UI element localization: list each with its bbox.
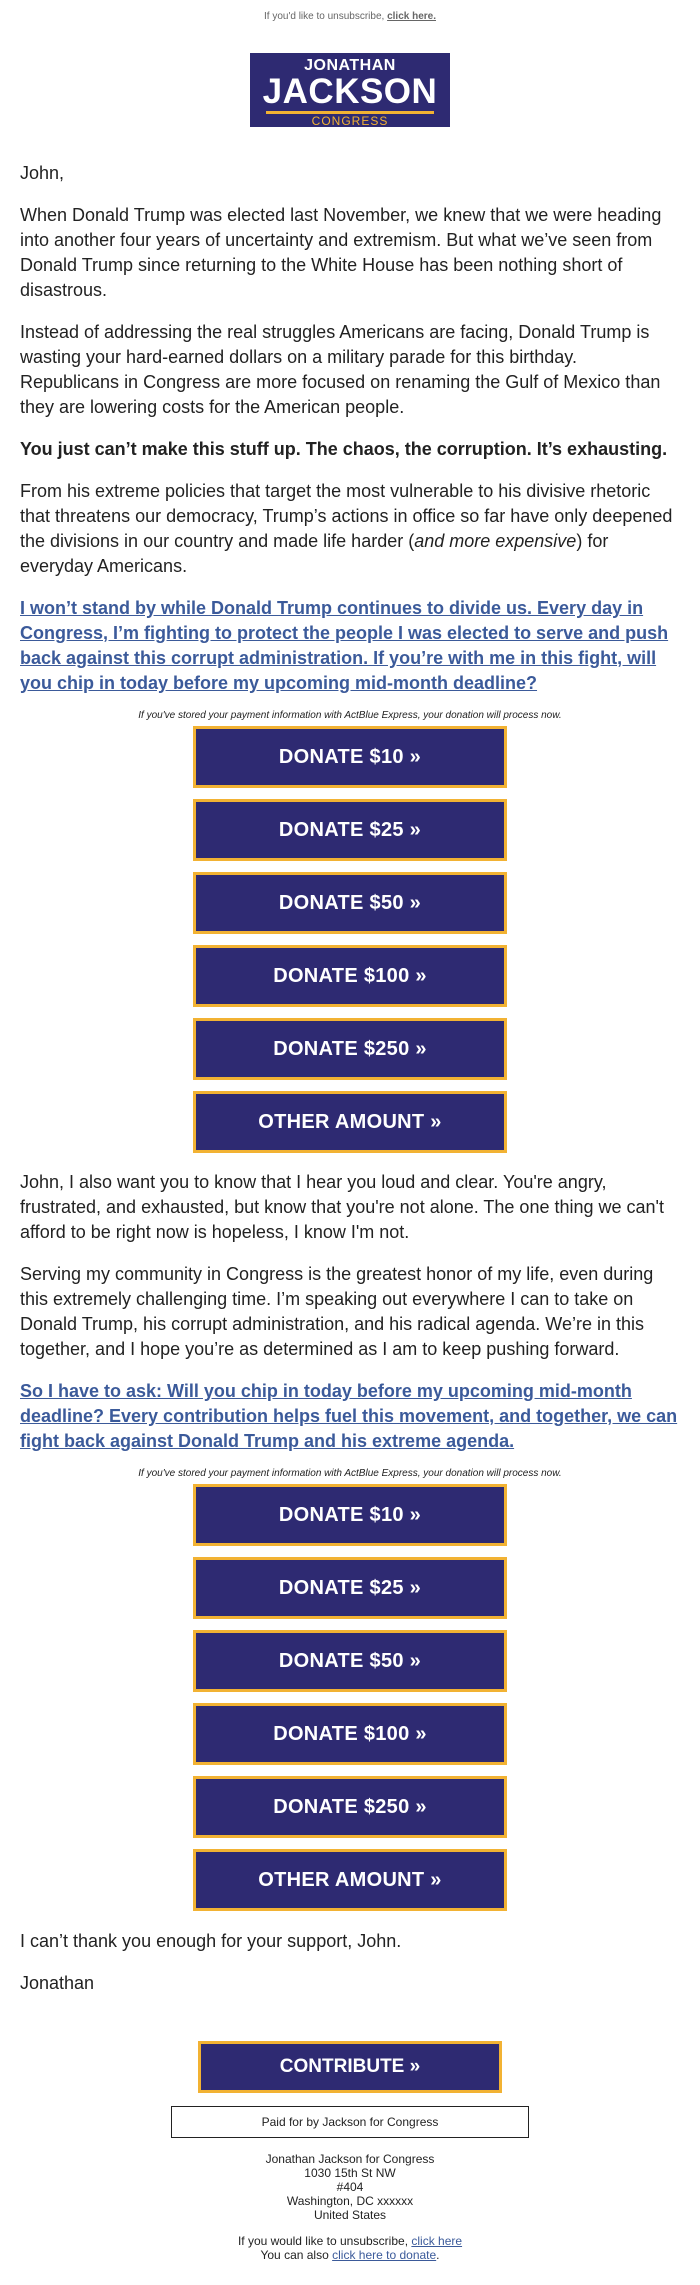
footer (0, 2234, 700, 2262)
footer-unsubscribe-text: If you would like to unsubscribe, (237, 2234, 412, 2248)
paragraph-4-start: From his extreme policies that target the most vulnerable to his divisive rhetoric that threatens our democracy, Trump’s actions in office so far have only deepened the divisions in our country and made life harder ( (20, 481, 673, 551)
ask-link-2[interactable]: So I have to ask: Will you chip in today before my upcoming mid-month deadline? Every contribution helps fuel this movement, and together, we can fight back against Donald Trump and his extreme agenda. (20, 1381, 678, 1451)
donate-button-group-1 (20, 726, 680, 1153)
logo-last-name: JACKSON (262, 72, 438, 111)
footer-unsubscribe (0, 2234, 700, 2248)
paid-for-disclaimer: Paid for by Jackson for Congress (171, 2106, 529, 2138)
donate-250-button[interactable]: DONATE $250 » (193, 1018, 507, 1080)
paragraph-4-end: ) for everyday Americans. (20, 531, 609, 576)
top-unsubscribe-text: If you'd like to unsubscribe, (263, 11, 388, 22)
donate-button-group-2 (20, 1484, 680, 1911)
email-body (0, 161, 700, 1996)
signoff: Jonathan (20, 1973, 95, 1993)
donate-100-button[interactable]: DONATE $100 » (193, 945, 507, 1007)
footer-donate-link[interactable]: click here to donate (332, 2248, 437, 2262)
closing-line: I can’t thank you enough for your support, John. (20, 1931, 402, 1951)
address-line: Jonathan Jackson for Congress (265, 2152, 435, 2166)
ask-link-1[interactable]: I won’t stand by while Donald Trump continues to divide us. Every day in Congress, I’m fighting to protect the people I was elected to serve and push back against this corrupt administration. If you’re with me in this fight, will you chip in today before my upcoming mid-month deadline? (20, 598, 669, 693)
donate-other-amount-button[interactable]: OTHER AMOUNT » (193, 1849, 507, 1911)
paragraph-3-bold: You just can’t make this stuff up. The chaos, the corruption. It’s exhausting. (20, 439, 668, 459)
donate-100-button[interactable]: DONATE $100 » (193, 1703, 507, 1765)
paragraph-6: Serving my community in Congress is the greatest honor of my life, even during this extremely challenging time. I’m speaking out everywhere I can to take on Donald Trump, his corrupt administration, and his radical agenda. We’re in this together, and I hope you’re as determined as I am to keep pushing forward. (20, 1264, 654, 1359)
actblue-note-1: If you've stored your payment information with ActBlue Express, your donation will process now. (138, 710, 562, 721)
paragraph-5: John, I also want you to know that I hear you loud and clear. You're angry, frustrated, and exhausted, but know that you're not alone. The one thing we can't afford to be right now is hopeless, I know I'm not. (20, 1172, 664, 1242)
top-unsubscribe (0, 0, 700, 24)
footer-unsubscribe-link[interactable]: click here (411, 2234, 463, 2248)
actblue-note-2: If you've stored your payment information with ActBlue Express, your donation will process now. (138, 1468, 562, 1479)
donate-25-button[interactable]: DONATE $25 » (193, 799, 507, 861)
footer-donate (0, 2248, 700, 2262)
top-unsubscribe-link[interactable]: click here. (387, 11, 436, 22)
campaign-logo (250, 53, 450, 127)
donate-10-button[interactable]: DONATE $10 » (193, 1484, 507, 1546)
logo-first-name: JONATHAN (304, 57, 396, 74)
paragraph-4 (20, 479, 680, 579)
address-line: United States (313, 2208, 387, 2222)
donate-25-button[interactable]: DONATE $25 » (193, 1557, 507, 1619)
address-line: 1030 15th St NW (304, 2166, 396, 2180)
donate-250-button[interactable]: DONATE $250 » (193, 1776, 507, 1838)
footer-donate-end: . (436, 2248, 440, 2262)
footer-donate-text: You can also (260, 2248, 333, 2262)
mailing-address (0, 2152, 700, 2222)
address-line: Washington, DC xxxxxx (286, 2194, 414, 2208)
paragraph-4-italic: and more expensive (414, 531, 577, 551)
logo-office: CONGRESS (311, 114, 389, 128)
address-line: #404 (336, 2180, 364, 2194)
donate-other-amount-button[interactable]: OTHER AMOUNT » (193, 1091, 507, 1153)
greeting: John, (20, 163, 65, 183)
donate-50-button[interactable]: DONATE $50 » (193, 872, 507, 934)
logo-row (0, 24, 700, 143)
donate-10-button[interactable]: DONATE $10 » (193, 726, 507, 788)
paragraph-1: When Donald Trump was elected last November, we knew that we were heading into another four years of uncertainty and extremism. But what we’ve seen from Donald Trump since returning to the White House has been nothing short of disastrous. (20, 205, 662, 300)
donate-50-button[interactable]: DONATE $50 » (193, 1630, 507, 1692)
paragraph-2: Instead of addressing the real struggles Americans are facing, Donald Trump is wasting your hard-earned dollars on a military parade for this birthday. Republicans in Congress are more focused on renaming the Gulf of Mexico than they are lowering costs for the American people. (20, 322, 661, 417)
contribute-section (0, 2041, 700, 2093)
contribute-button[interactable]: CONTRIBUTE » (198, 2041, 502, 2093)
